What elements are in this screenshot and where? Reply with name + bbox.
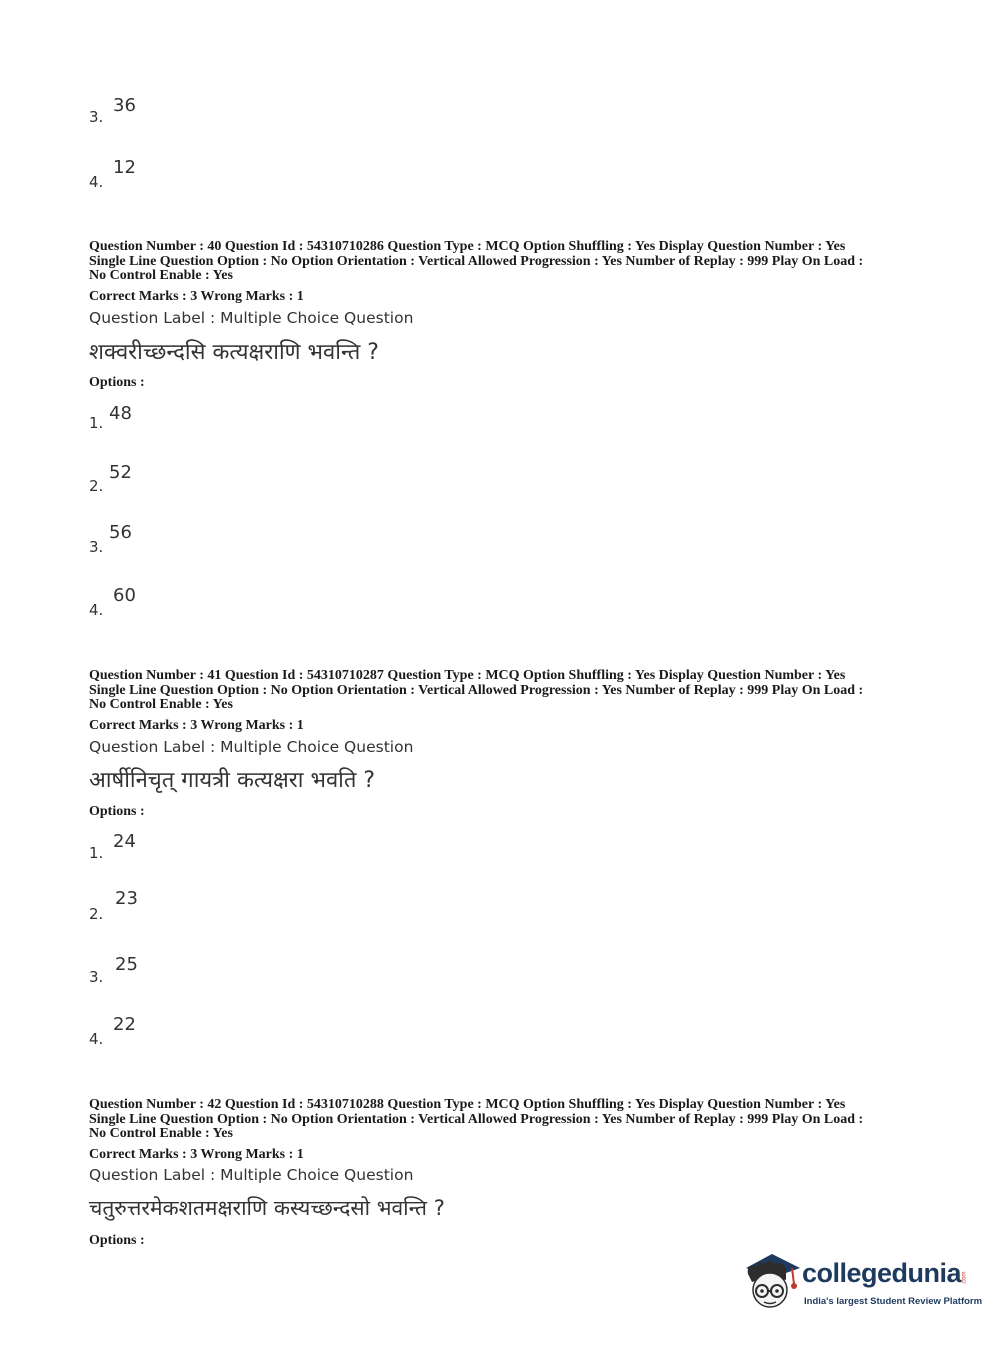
option-number: 4. <box>89 173 104 191</box>
mascot-icon <box>742 1250 804 1316</box>
question-label: Question Label : Multiple Choice Question <box>89 738 414 756</box>
option-value: 12 <box>113 157 136 178</box>
meta-line: No Control Enable : Yes <box>89 1126 233 1141</box>
question-marks: Correct Marks : 3 Wrong Marks : 1 <box>89 1147 304 1162</box>
option-value: 24 <box>113 831 136 852</box>
question-meta <box>89 240 919 284</box>
question-label: Question Label : Multiple Choice Question <box>89 309 414 327</box>
question-text: आर्षीनिचृत् गायत्री कत्यक्षरा भवति ? <box>89 768 376 793</box>
option-value: 52 <box>109 462 132 483</box>
question-meta <box>89 669 919 713</box>
collegedunia-logo <box>742 1250 983 1316</box>
logo-suffix: .com <box>961 1271 968 1285</box>
options-header: Options : <box>89 375 145 390</box>
question-text: चतुरुत्तरमेकशतमक्षराणि कस्यच्छन्दसो भवन्ति ? <box>89 1196 445 1220</box>
question-marks: Correct Marks : 3 Wrong Marks : 1 <box>89 718 304 733</box>
meta-line: No Control Enable : Yes <box>89 268 233 283</box>
option-number: 2. <box>89 905 104 923</box>
meta-line: Question Number : 40 Question Id : 54310710286 Question Type : MCQ Option Shuffling : Yes Display Question Number : Yes <box>89 239 846 254</box>
option-number: 4. <box>89 601 104 619</box>
option-value: 60 <box>113 585 136 606</box>
meta-line: Question Number : 41 Question Id : 54310710287 Question Type : MCQ Option Shuffling : Yes Display Question Number : Yes <box>89 668 846 683</box>
options-header: Options : <box>89 804 145 819</box>
question-label: Question Label : Multiple Choice Question <box>89 1166 414 1184</box>
meta-line: No Control Enable : Yes <box>89 697 233 712</box>
option-value: 25 <box>115 954 138 975</box>
meta-line: Question Number : 42 Question Id : 54310710288 Question Type : MCQ Option Shuffling : Yes Display Question Number : Yes <box>89 1097 846 1112</box>
option-number: 3. <box>89 968 104 986</box>
option-number: 1. <box>89 414 104 432</box>
option-number: 4. <box>89 1030 104 1048</box>
question-text: शक्वरीच्छन्दसि कत्यक्षराणि भवन्ति ? <box>89 340 379 365</box>
logo-tagline: India's largest Student Review Platform <box>804 1296 983 1307</box>
option-number: 1. <box>89 844 104 862</box>
option-value: 56 <box>109 522 132 543</box>
meta-line: Single Line Question Option : No Option Orientation : Vertical Allowed Progression : Yes Number of Replay : 999 Play On Load : <box>89 682 864 698</box>
option-number: 3. <box>89 108 104 126</box>
logo-name: collegedunia <box>802 1258 962 1288</box>
option-value: 23 <box>115 888 138 909</box>
options-header: Options : <box>89 1233 145 1248</box>
option-value: 48 <box>109 403 132 424</box>
option-value: 22 <box>113 1014 136 1035</box>
question-marks: Correct Marks : 3 Wrong Marks : 1 <box>89 289 304 304</box>
question-meta <box>89 1098 919 1142</box>
option-value: 36 <box>113 95 136 116</box>
meta-line: Single Line Question Option : No Option Orientation : Vertical Allowed Progression : Yes Number of Replay : 999 Play On Load : <box>89 1111 864 1127</box>
option-number: 3. <box>89 538 104 556</box>
option-number: 2. <box>89 477 104 495</box>
meta-line: Single Line Question Option : No Option Orientation : Vertical Allowed Progression : Yes Number of Replay : 999 Play On Load : <box>89 253 864 269</box>
